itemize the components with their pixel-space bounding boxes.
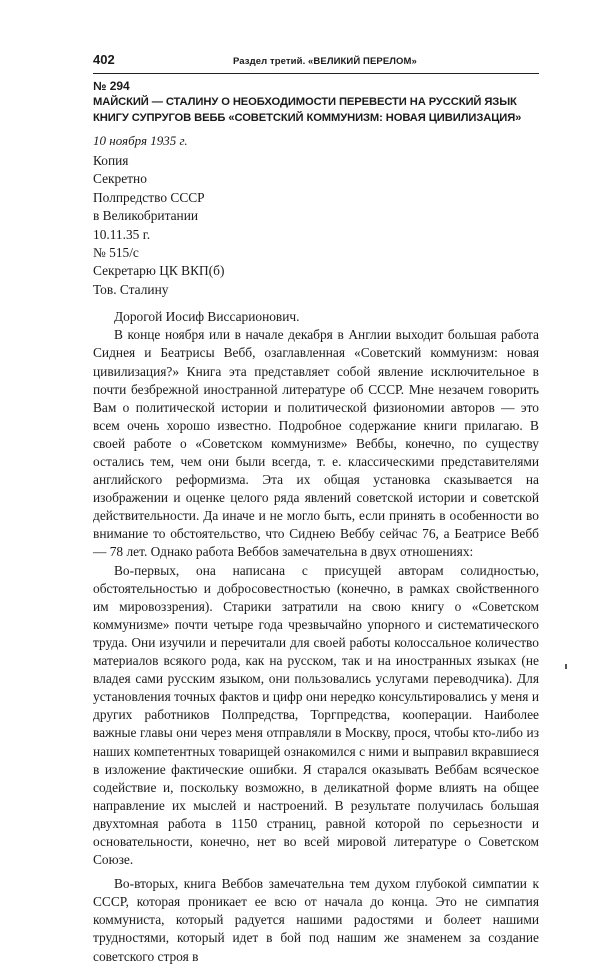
document-requisites [93, 152, 539, 299]
body-paragraph: В конце ноября или в начале декабря в Англии выходит большая работа Сиднея и Беатрисы Вебб, озаглавленная «Советский коммунизм: новая цивилизация?» Книга эта представляет собой явление исключительное в почти безбрежной иностранной литературе об СССР. Мне незачем говорить Вам о политической истории и политической физиономии авторов — это всем очень хорошо известно. Подробное содержание книги прилагаю. В своей работе о «Советском коммунизме» Веббы, конечно, по существу остались тем, чем они были всегда, т. е. классическими представителями английского реформизма. Эта их общая установка сказывается на изображении и оценке целого ряда явлений советской истории и советской действительности. Да иначе и не могло быть, если принять в особенности во внимание то обстоятельство, что Сиднею Веббу сейчас 76, а Беатрисе Вебб — 78 лет. Однако работа Веббов замечательна в двух отношениях: [93, 327, 539, 560]
running-head [93, 52, 539, 74]
requisite-line: Копия [93, 153, 129, 168]
scan-edge-mark [565, 664, 567, 669]
document-heading: МАЙСКИЙ — СТАЛИНУ О НЕОБХОДИМОСТИ ПЕРЕВЕСТИ НА РУССКИЙ ЯЗЫК КНИГУ СУПРУГОВ ВЕББ «СОВЕТСКИЙ КОММУНИЗМ: НОВАЯ ЦИВИЛИЗАЦИЯ» [93, 96, 522, 124]
requisite-line: в Великобритании [93, 208, 199, 224]
body-paragraph: Во-вторых, книга Веббов замечательна тем духом глубокой симпатии к СССР, которая проникает ее всю от начала до конца. Это не симпатия коммуниста, который радуется нашими радостями и болеет нашими трудностями, который идет в бой под нашим же знаменем за создание советского строя в [93, 876, 539, 964]
body-paragraph: Во-первых, она написана с присущей авторам солидностью, обстоятельностью и добросовестностью (конечно, в рамках свойственного им мировоззрения). Старики затратили на свою книгу о «Советском коммунизме» почти четыре года чрезвычайно упорного и систематического труда. Они изучили и перечитали для своей работы колоссальное количество материалов всякого рода, как на русском, так и на иностранных языках (не владея сами русским языком, они пользовались услугами переводчика). Для установления точных фактов и цифр они нередко консультировались у меня и других работников Полпредства, Торгпредства, кооперации. Наиболее важные главы они через меня отправляли в Москву, прося, чтобы кто-либо из наших компетентных товарищей ознакомился с ними и выправил вкравшиеся в изложение фактические ошибки. Я старался оказывать Веббам всяческое содействие и, поскольку возможно, в деликатной форме влиять на общее направление их мыслей и настроений. В результате получилась большая двухтомная работа в 1150 страниц, равной которой по серьезности и основательности, конечно, нет во всей мировой литературе о Советском Союзе. [93, 562, 539, 868]
salutation: Дорогой Иосиф Виссарионович. [114, 309, 300, 325]
section-title: Раздел третий. «ВЕЛИКИЙ ПЕРЕЛОМ» [233, 56, 417, 67]
book-page [93, 52, 539, 966]
requisite-line: Тов. Сталину [93, 281, 169, 297]
page-number: 402 [93, 52, 115, 67]
document-date: 10 ноября 1935 г. [93, 133, 188, 148]
document-number: № 294 [93, 79, 130, 93]
letter-body [93, 308, 539, 965]
requisite-line: Полпредство СССР [93, 189, 205, 205]
requisite-line: № 515/с [93, 245, 139, 261]
requisite-line: 10.11.35 г. [93, 226, 151, 242]
requisite-line: Секретно [93, 171, 147, 187]
requisite-line: Секретарю ЦК ВКП(б) [93, 263, 225, 279]
